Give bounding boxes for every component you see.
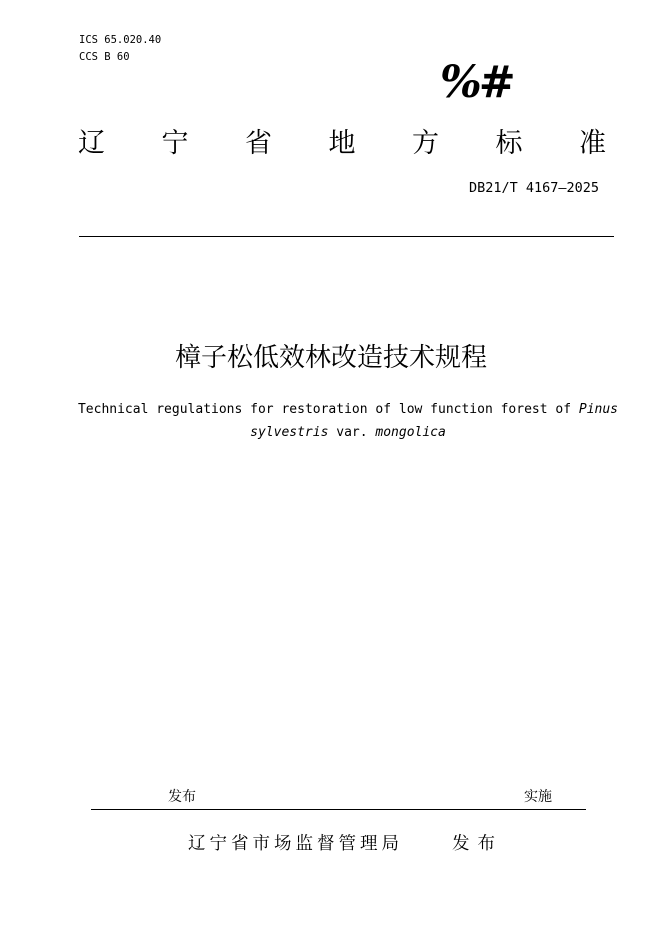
title-en-var: var. (328, 425, 376, 440)
issuing-authority: 辽宁省市场监督管理局 (188, 834, 403, 854)
header-divider (79, 236, 614, 237)
standard-code: DB21/T 4167—2025 (468, 180, 599, 196)
standard-title-char: 宁 (161, 128, 189, 159)
standard-title-char: 准 (579, 128, 606, 159)
standard-title-char: 地 (328, 128, 356, 159)
title-en-variety: mongolica (375, 425, 446, 440)
standard-title-char: 方 (412, 128, 439, 159)
document-title-en (60, 398, 636, 444)
publish-date-label: 发布 (168, 789, 196, 805)
standard-title-char: 省 (245, 128, 272, 159)
implement-date-label: 实施 (524, 789, 552, 805)
ics-code: ICS 65.020.40 (79, 34, 162, 46)
standard-title-char: 辽 (78, 128, 105, 159)
title-en-text: Technical regulations for restoration of low function forest of (77, 402, 579, 417)
title-en-species: sylvestris (250, 425, 329, 440)
title-en-genus: Pinus (578, 402, 619, 417)
db-logo: %# (440, 57, 513, 108)
document-title-cn: 樟子松低效林改造技术规程 (174, 343, 487, 373)
ccs-code: CCS B 60 (79, 51, 130, 63)
footer-divider (91, 809, 586, 810)
issuer-publish-label: 发布 (452, 834, 503, 854)
standard-title-char: 标 (495, 128, 523, 159)
standard-category-title (78, 126, 606, 162)
